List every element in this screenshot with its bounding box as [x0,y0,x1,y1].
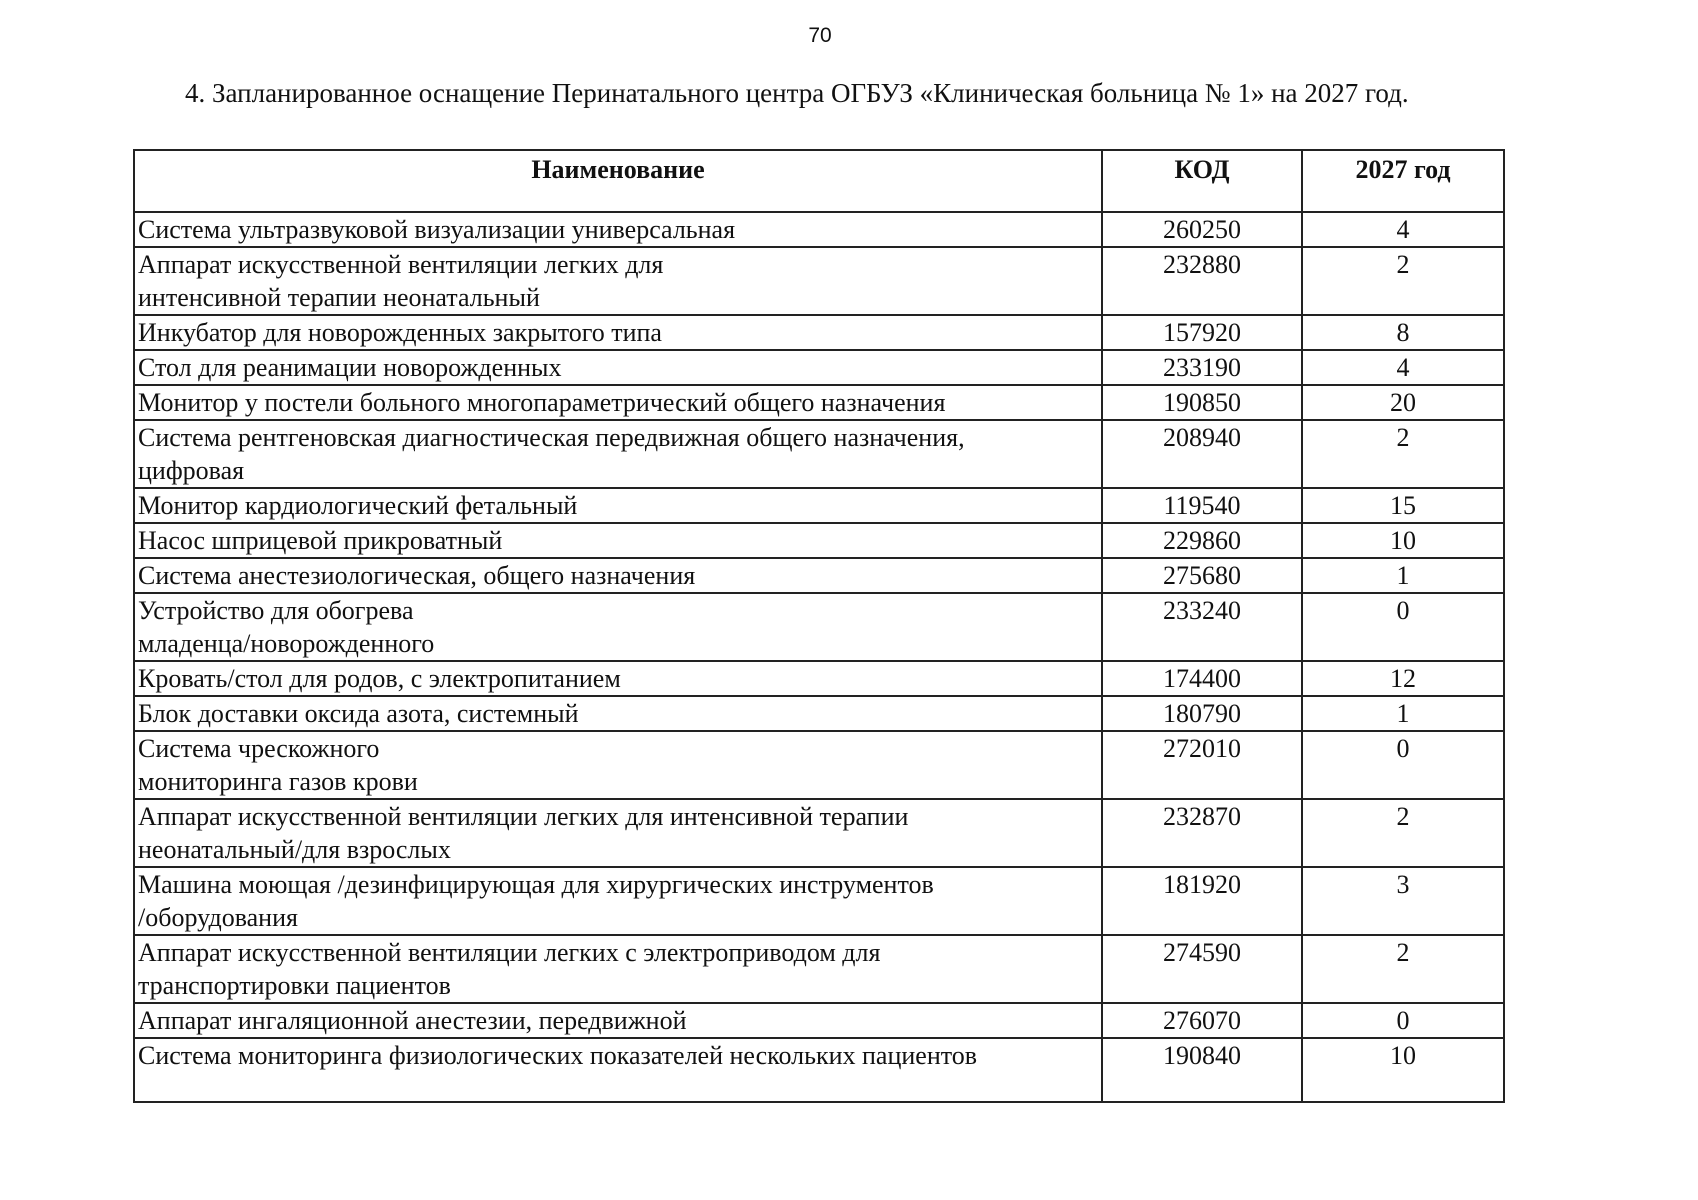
quantity-cell: 2 [1302,935,1504,1003]
quantity-cell: 10 [1302,1038,1504,1102]
name-cell: Кровать/стол для родов, с электропитанием [134,661,1102,696]
name-cell: Стол для реанимации новорожденных [134,350,1102,385]
code-cell: 208940 [1102,420,1302,488]
code-cell: 232870 [1102,799,1302,867]
table-row [134,420,1504,488]
code-cell: 275680 [1102,558,1302,593]
code-cell: 174400 [1102,661,1302,696]
table-row [134,315,1504,350]
column-header-code: КОД [1102,150,1302,212]
quantity-cell: 4 [1302,350,1504,385]
quantity-cell: 3 [1302,867,1504,935]
quantity-cell: 2 [1302,247,1504,315]
column-header-name: Наименование [134,150,1102,212]
column-header-year: 2027 год [1302,150,1504,212]
quantity-cell: 1 [1302,696,1504,731]
code-cell: 233240 [1102,593,1302,661]
name-cell: Блок доставки оксида азота, системный [134,696,1102,731]
code-cell: 190850 [1102,385,1302,420]
table-body [134,212,1504,1102]
quantity-cell: 12 [1302,661,1504,696]
page-heading: 4. Запланированное оснащение Перинатального центра ОГБУЗ «Клиническая больница № 1» на 2027 год. [185,78,1409,108]
equipment-table [133,149,1505,1103]
quantity-cell: 0 [1302,731,1504,799]
quantity-cell: 8 [1302,315,1504,350]
code-cell: 119540 [1102,488,1302,523]
name-cell: Монитор кардиологический фетальный [134,488,1102,523]
table-row [134,661,1504,696]
quantity-cell: 10 [1302,523,1504,558]
code-cell: 276070 [1102,1003,1302,1038]
table-row [134,1003,1504,1038]
code-cell: 232880 [1102,247,1302,315]
name-cell: Система рентгеновская диагностическая передвижная общего назначения, цифровая [134,420,1102,488]
code-cell: 180790 [1102,696,1302,731]
page-number: 70 [808,24,832,47]
table-row [134,799,1504,867]
table-row [134,696,1504,731]
code-cell: 190840 [1102,1038,1302,1102]
quantity-cell: 4 [1302,212,1504,247]
name-cell: Система анестезиологическая, общего назначения [134,558,1102,593]
code-cell: 157920 [1102,315,1302,350]
table-row [134,385,1504,420]
quantity-cell: 1 [1302,558,1504,593]
table-row [134,350,1504,385]
name-cell: Монитор у постели больного многопараметрический общего назначения [134,385,1102,420]
name-cell: Машина моющая /дезинфицирующая для хирургических инструментов /оборудования [134,867,1102,935]
code-cell: 272010 [1102,731,1302,799]
name-cell: Система мониторинга физиологических показателей нескольких пациентов [134,1038,1102,1102]
table-row [134,1038,1504,1102]
name-cell: Аппарат искусственной вентиляции легких для интенсивной терапии неонатальный [134,247,1102,315]
name-cell: Устройство для обогрева младенца/новорожденного [134,593,1102,661]
table-row [134,935,1504,1003]
quantity-cell: 2 [1302,799,1504,867]
name-cell: Аппарат ингаляционной анестезии, передвижной [134,1003,1102,1038]
table-row [134,558,1504,593]
code-cell: 260250 [1102,212,1302,247]
name-cell: Насос шприцевой прикроватный [134,523,1102,558]
code-cell: 274590 [1102,935,1302,1003]
table-row [134,593,1504,661]
code-cell: 233190 [1102,350,1302,385]
table-row [134,247,1504,315]
code-cell: 229860 [1102,523,1302,558]
quantity-cell: 15 [1302,488,1504,523]
name-cell: Инкубатор для новорожденных закрытого типа [134,315,1102,350]
table-row [134,867,1504,935]
name-cell: Аппарат искусственной вентиляции легких с электроприводом для транспортировки пациентов [134,935,1102,1003]
name-cell: Аппарат искусственной вентиляции легких для интенсивной терапии неонатальный/для взрослых [134,799,1102,867]
quantity-cell: 0 [1302,593,1504,661]
table-row [134,488,1504,523]
table-row [134,523,1504,558]
name-cell: Система чрескожного мониторинга газов крови [134,731,1102,799]
name-cell: Система ультразвуковой визуализации универсальная [134,212,1102,247]
code-cell: 181920 [1102,867,1302,935]
table-row [134,731,1504,799]
quantity-cell: 0 [1302,1003,1504,1038]
quantity-cell: 2 [1302,420,1504,488]
table-row [134,212,1504,247]
quantity-cell: 20 [1302,385,1504,420]
table-header-row [134,150,1504,212]
